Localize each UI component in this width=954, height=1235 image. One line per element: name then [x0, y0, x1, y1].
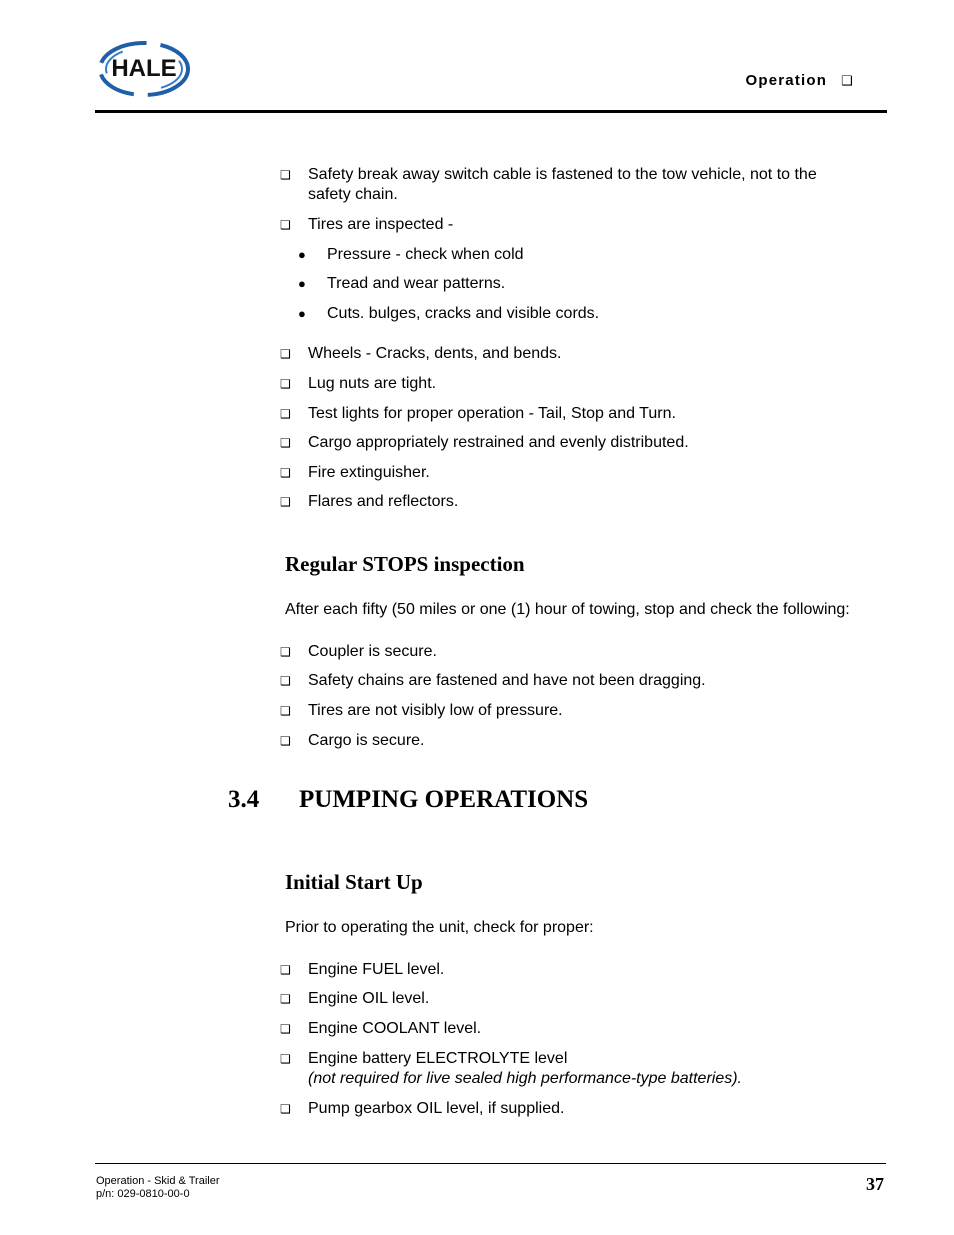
footer-part-number: p/n: 029-0810-00-0 — [96, 1188, 190, 1200]
checkbox-icon: ❑ — [280, 1022, 291, 1036]
checkbox-icon: ❑ — [280, 347, 291, 361]
list-item-text: Engine OIL level. — [308, 990, 430, 1007]
checkbox-icon: ❑ — [280, 1052, 291, 1066]
page-number: 37 — [866, 1174, 884, 1194]
note-italic: (not required for live sealed high performance-type batteries). — [308, 1070, 742, 1087]
checkbox-icon: ❑ — [280, 1102, 291, 1116]
list-item-text: Cargo is secure. — [308, 732, 425, 749]
list-item-text: Test lights for proper operation - Tail, Stop and Turn. — [308, 405, 676, 422]
bullet-icon: ● — [298, 247, 306, 262]
checkbox-icon: ❑ — [280, 168, 291, 182]
subsection-heading: Regular STOPS inspection — [285, 552, 525, 576]
checkbox-icon: ❑ — [280, 963, 291, 977]
list-item-text: Safety chains are fastened and have not been dragging. — [308, 672, 706, 689]
list-item-text — [308, 1049, 878, 1089]
checkbox-icon: ❑ — [280, 674, 291, 688]
list-item-text: Coupler is secure. — [308, 643, 437, 660]
checkbox-icon: ❑ — [841, 73, 854, 88]
bullet-icon: ● — [298, 306, 306, 321]
checkbox-icon: ❑ — [280, 436, 291, 450]
footer-divider — [95, 1163, 886, 1164]
list-item-text: Engine FUEL level. — [308, 961, 445, 978]
section-title: PUMPING OPERATIONS — [299, 786, 589, 813]
list-item-text: Pump gearbox OIL level, if supplied. — [308, 1100, 565, 1117]
checkbox-icon: ❑ — [280, 377, 291, 391]
footer-doc-title: Operation - Skid & Trailer — [96, 1175, 220, 1187]
header-section-text: Operation — [745, 72, 828, 89]
list-item-note — [308, 1069, 878, 1089]
bullet-icon: ● — [298, 276, 306, 291]
paragraph: Prior to operating the unit, check for proper: — [285, 919, 594, 936]
list-item-text: Wheels - Cracks, dents, and bends. — [308, 345, 562, 362]
paragraph: After each fifty (50 miles or one (1) hour of towing, stop and check the following: — [285, 601, 850, 618]
list-item-text: Tires are not visibly low of pressure. — [308, 702, 563, 719]
checkbox-icon: ❑ — [280, 466, 291, 480]
footer-doc-info — [96, 1175, 220, 1201]
list-item-text: Tires are inspected - — [308, 216, 454, 233]
section-number: 3.4 — [228, 786, 260, 813]
sub-list-item-text: Pressure - check when cold — [327, 246, 524, 263]
list-item-text: Cargo appropriately restrained and evenly distributed. — [308, 434, 689, 451]
list-item-text: Fire extinguisher. — [308, 464, 430, 481]
checkbox-icon: ❑ — [280, 407, 291, 421]
list-item-text: Flares and reflectors. — [308, 493, 459, 510]
checkbox-icon: ❑ — [280, 992, 291, 1006]
list-item-line: Engine battery ELECTROLYTE level — [308, 1050, 568, 1067]
checkbox-icon: ❑ — [280, 704, 291, 718]
sub-list-item-text: Tread and wear patterns. — [327, 275, 506, 292]
list-item-line: Safety break away switch cable is fastened to the tow vehicle, not to the — [308, 166, 817, 183]
logo-text: HALE — [111, 55, 177, 82]
checkbox-icon: ❑ — [280, 645, 291, 659]
header-section-label — [746, 72, 855, 89]
checkbox-icon: ❑ — [280, 734, 291, 748]
subsection-heading: Initial Start Up — [285, 870, 423, 894]
checkbox-icon: ❑ — [280, 218, 291, 232]
list-item-line: safety chain. — [308, 186, 398, 203]
list-item-text — [308, 165, 878, 205]
checkbox-icon: ❑ — [280, 495, 291, 509]
list-item-text: Lug nuts are tight. — [308, 375, 437, 392]
list-item-text: Engine COOLANT level. — [308, 1020, 482, 1037]
sub-list-item-text: Cuts. bulges, cracks and visible cords. — [327, 305, 600, 322]
hale-logo — [96, 38, 192, 100]
header-divider — [95, 110, 887, 113]
